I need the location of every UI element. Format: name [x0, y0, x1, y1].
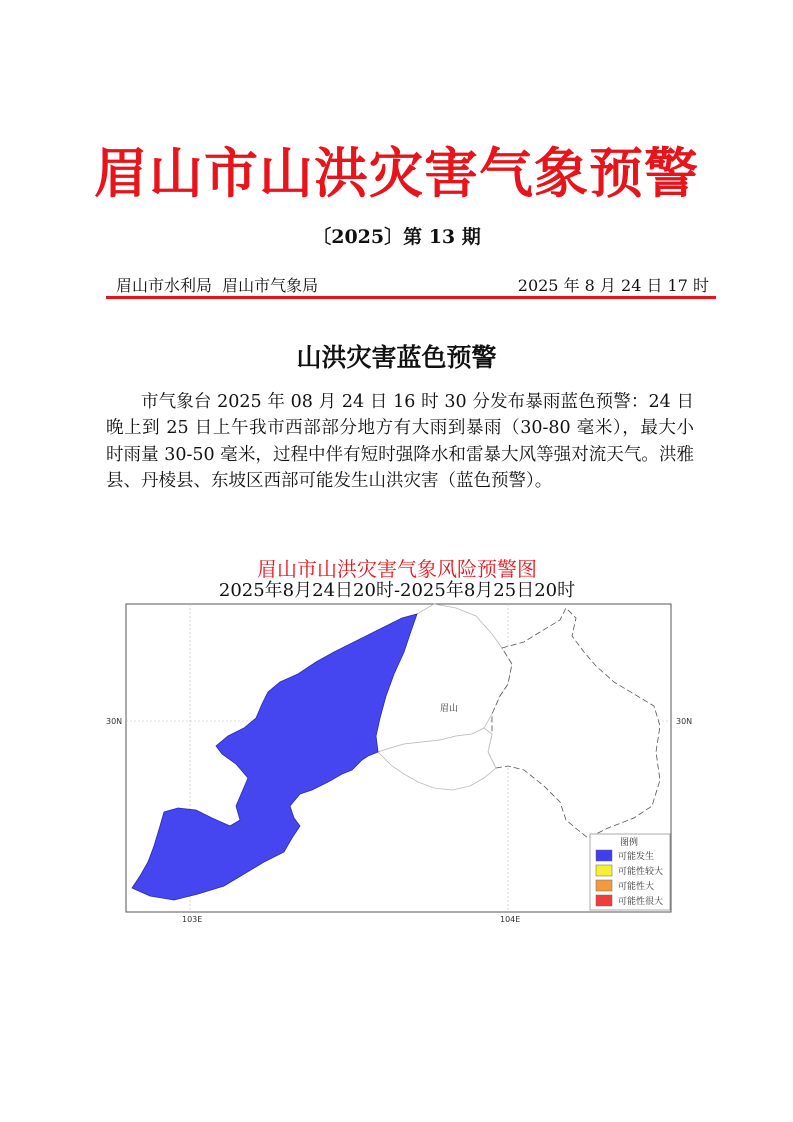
warning-heading: 山洪灾害蓝色预警	[296, 343, 497, 372]
masthead-title: 眉山市山洪灾害气象预警	[94, 141, 699, 205]
map-canvas	[104, 556, 693, 932]
legend-label-very-high: 可能性很大	[618, 897, 664, 907]
legend-swatch-high	[596, 880, 612, 891]
warning-body: 市气象台 2025 年 08 月 24 日 16 时 30 分发布暴雨蓝色预警：24 日晚上到 25 日上午我市西部部分地方有大雨到暴雨（30-80 毫米），最大小时雨量 30-50 毫米，过程中伴有短时强降水和雷暴大风等强对流天气。洪雅县、丹棱县、东坡区西部可能发生山洪灾害（蓝色预警）。	[106, 392, 694, 491]
legend-swatch-possible	[596, 850, 612, 861]
legend-label-likely: 可能性较大	[618, 867, 664, 877]
legend-label-high: 可能性大	[618, 882, 655, 892]
legend-title: 图例	[620, 838, 639, 848]
issue-number: 〔2025〕第 13 期	[312, 226, 481, 248]
lon-label-103e: 103E	[182, 915, 203, 924]
map-legend	[590, 834, 670, 910]
legend-swatch-likely	[596, 865, 612, 876]
map-subtitle: 2025年8月24日20时-2025年8月25日20时	[218, 580, 576, 601]
legend-swatch-very-high	[596, 895, 612, 906]
legend-label-possible: 可能发生	[618, 852, 655, 862]
lon-label-104e: 104E	[500, 915, 521, 924]
map-title: 眉山市山洪灾害气象风险预警图	[257, 557, 537, 581]
lat-label-right: 30N	[676, 717, 693, 726]
issue-time: 2025 年 8 月 24 日 17 时	[517, 276, 709, 295]
issuing-agencies: 眉山市水利局 眉山市气象局	[116, 276, 319, 295]
lat-label-left: 30N	[106, 717, 123, 726]
header-divider	[106, 296, 716, 299]
risk-map	[104, 556, 693, 932]
city-label-meishan: 眉山	[440, 704, 459, 714]
